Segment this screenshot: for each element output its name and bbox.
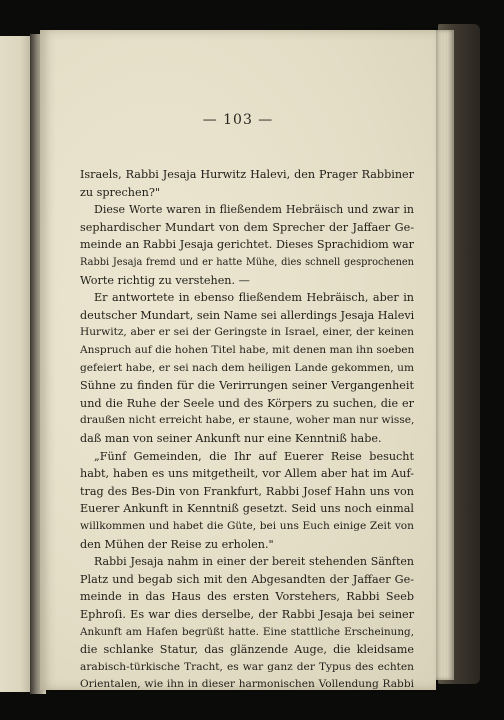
left-page-edge — [0, 36, 34, 692]
text-line: „Fünf Gemeinden, die Ihr auf Euerer Reise besucht — [94, 449, 414, 463]
text-line: meinde in das Haus des ersten Vorstehers, Rabbi Seeb — [80, 590, 414, 604]
book-page — [40, 30, 436, 690]
text-line: Diese Worte waren in fließendem Hebräisch und zwar in — [94, 203, 414, 217]
text-line: zu sprechen?" — [80, 185, 160, 199]
text-line: Israels, Rabbi Jesaja Hurwitz Halevi, den Prager Rabbiner — [80, 168, 414, 181]
text-line: Sühne zu finden für die Verirrungen seiner Vergangenheit — [80, 379, 414, 393]
text-line: Hurwitz, aber er sei der Geringste in Israel, einer, der keinen — [80, 326, 414, 339]
text-line: und die Ruhe der Seele und des Körpers zu suchen, die er — [80, 396, 414, 410]
text-line: Er antwortete in ebenso fließendem Hebräisch, aber in — [94, 291, 414, 305]
text-line: Rabbi Jesaja fremd und er hatte Mühe, dies schnell gesprochenen — [80, 257, 414, 268]
text-line: Platz und begab sich mit den Abgesandten der Jaffaer Ge- — [80, 572, 414, 586]
text-line: willkommen und habet die Güte, bei uns Euch einige Zeit von — [80, 520, 414, 532]
text-line: arabisch-türkische Tracht, es war ganz der Typus des echten — [80, 660, 414, 673]
text-line: Rabbi Jesaja nahm in einer der bereit stehenden Sänften — [94, 555, 414, 569]
text-line: deutscher Mundart, sein Name sei allerdings Jesaja Halevi — [80, 308, 414, 322]
text-line: Euerer Ankunft in Kenntniß gesetzt. Seid uns noch einmal — [80, 502, 414, 516]
text-line: den Mühen der Reise zu erholen." — [80, 537, 274, 551]
text-line: daß man von seiner Ankunft nur eine Kenntniß habe. — [80, 432, 382, 445]
text-line: Worte richtig zu verstehen. — — [80, 273, 250, 287]
page-number: — 103 — — [202, 112, 274, 128]
text-line: gefeiert habe, er sei nach dem heiligen Lande gekommen, um — [80, 361, 414, 374]
text-line: draußen nicht erreicht habe, er staune, woher man nur wisse, — [80, 414, 414, 427]
text-line: Orientalen, wie ihn in dieser harmonischen Vollendung Rabbi — [80, 678, 414, 691]
text-line: sephardischer Mundart von dem Sprecher der Jaffaer Ge- — [80, 220, 414, 234]
text-line: meinde an Rabbi Jesaja gerichtet. Dieses Sprachidiom war — [80, 238, 414, 252]
text-line: Ankunft am Hafen begrüßt hatte. Eine stattliche Erscheinung, — [80, 625, 414, 638]
text-line: trag des Bes-Din von Frankfurt, Rabbi Josef Hahn uns von — [80, 484, 414, 498]
text-line: Anspruch auf die hohen Titel habe, mit denen man ihn soeben — [80, 344, 414, 356]
text-line: Ephroſi. Es war dies derselbe, der Rabbi Jesaja bei seiner — [80, 608, 414, 621]
text-line: habt, haben es uns mitgetheilt, vor Allem aber hat im Auf- — [80, 467, 414, 481]
text-line: die schlanke Statur, das glänzende Auge, die kleidsame — [80, 643, 414, 657]
